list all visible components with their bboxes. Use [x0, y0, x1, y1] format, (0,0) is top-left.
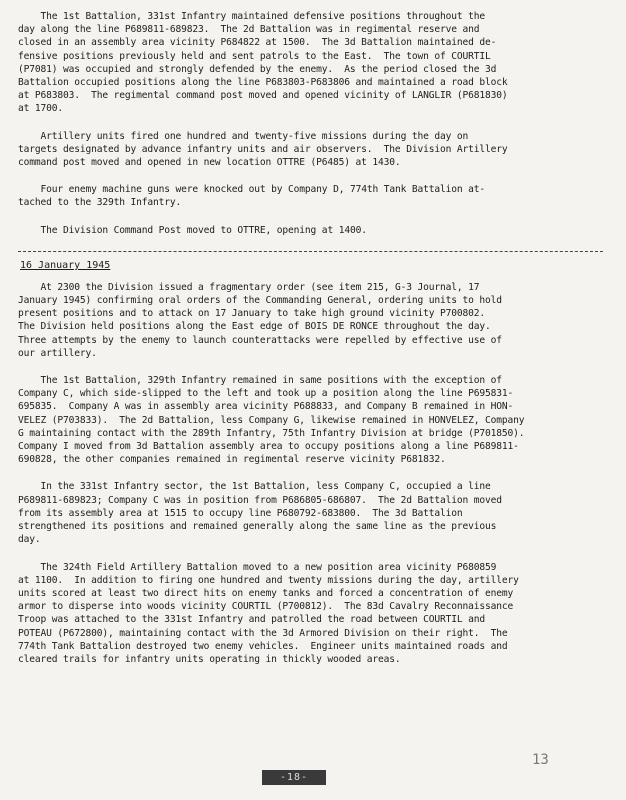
paragraph-fragmentary-order: At 2300 the Division issued a fragmentary order (see item 215, G-3 Journal, 17 January 1945) confirming oral orders of the Commanding General, ordering units to hold present positions and to attack on 17 January to take high ground vicinity P700802. The Division held positions along the East edge of BOIS DE RONCE throughout the day. Three attempts by the enemy to launch counterattacks were repelled by effective use of our artillery. — [18, 281, 502, 359]
paragraph-1st-battalion-331st: The 1st Battalion, 331st Infantry maintained defensive positions throughout the day along the line P689811-689823. The 2d Battalion was in regimental reserve and closed in an assembly area vicinity P684822 at 1500. The 3d Battalion maintained de- fensive positions previously held and sent patrols to the East. The town of COURTIL (P7081) was occupied and strongly defended by the enemy. As the period closed the 3d Battalion occupied positions along the line P683803-P683806 and maintained a road block at P683803. The regimental command post moved and opened vicinity of LANGLIR (P681830) at 1700. — [18, 11, 508, 115]
corner-mark: 13 — [532, 752, 549, 768]
section-divider — [18, 251, 603, 252]
paragraph-command-post: The Division Command Post moved to OTTRE, opening at 1400. — [18, 224, 367, 236]
paragraph-artillery-missions: Artillery units fired one hundred and twenty-five missions during the day on targets designated by advance infantry units and air observers. The Division Artillery command post moved and opened in new location OTTRE (P6485) at 1430. — [18, 130, 508, 169]
date-heading: 16 January 1945 — [20, 259, 111, 271]
paragraph-329th-infantry: The 1st Battalion, 329th Infantry remained in same positions with the exception of Company C, which side-slipped to the left and took up a position along the line P695831- 695835. Company A was in assembly area vicinity P688833, and Company B remained in HON- VELEZ (P703833). The 2d Battalion, less Company G, likewise remained in HONVELEZ, Company G maintaining contact with the 289th Infantry, 75th Infantry Division at bridge (P701850). Company I moved from 3d Battalion assembly area to occupy positions along a line P689811- 690828, the other companies remained in regimental reserve vicinity P681832. — [18, 375, 525, 466]
page-number: -18- — [262, 770, 326, 785]
paragraph-324th-field-artillery: The 324th Field Artillery Battalion moved to a new position area vicinity P680859 at 1100. In addition to firing one hundred and twenty missions during the day, artillery units scored at least two direct hits on enemy tanks and forced a concentration of enemy armor to disperse into woods vicinity COURTIL (P700812). The 83d Cavalry Reconnaissance Troop was attached to the 331st Infantry and patrolled the road between COURTIL and POTEAU (P672800), maintaining contact with the 3d Armored Division on their right. The 774th Tank Battalion destroyed two enemy vehicles. Engineer units maintained roads and cleared trails for infantry units operating in thickly wooded areas. — [18, 561, 519, 665]
paragraph-machine-guns: Four enemy machine guns were knocked out by Company D, 774th Tank Battalion at- tached to the 329th Infantry. — [18, 184, 485, 209]
paragraph-331st-sector: In the 331st Infantry sector, the 1st Battalion, less Company C, occupied a line P689811-689823; Company C was in position from P686805-686807. The 2d Battalion moved from its assembly area at 1515 to occupy line P680792-683800. The 3d Battalion strengthened its positions and remained generally along the same line as the previous day. — [18, 481, 502, 546]
